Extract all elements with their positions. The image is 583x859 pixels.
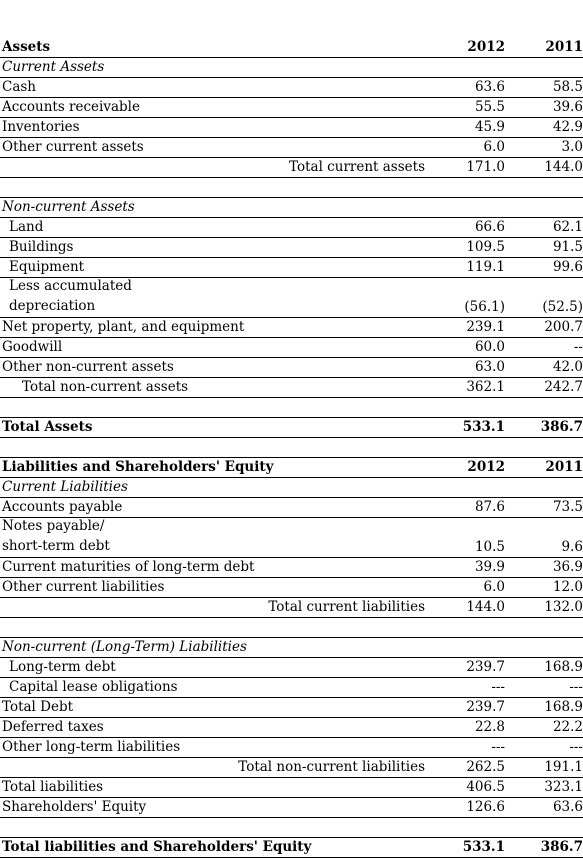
value-2012: 45.9 (474, 119, 505, 135)
blank-row (0, 178, 583, 198)
value-2011: 63.6 (552, 799, 583, 815)
row-label: Other current assets (2, 139, 144, 155)
row-label-line: Notes payable/ (2, 518, 105, 534)
row-label: Assets (2, 39, 51, 55)
row-label: Other long-term liabilities (2, 739, 181, 755)
statement-row (0, 238, 583, 258)
statement-row (0, 38, 583, 58)
row-label (2, 516, 110, 556)
row-label: Accounts receivable (2, 99, 140, 115)
statement-row (0, 478, 583, 498)
row-label: Shareholders' Equity (2, 799, 147, 815)
value-2011: (52.5) (542, 299, 583, 315)
value-2012: 10.5 (474, 539, 505, 555)
value-2012: 119.1 (466, 259, 505, 275)
value-2012: 2012 (467, 459, 505, 475)
statement-row (0, 498, 583, 518)
row-label: Total Assets (2, 419, 93, 435)
statement-row (0, 198, 583, 218)
value-2011: 42.9 (552, 119, 583, 135)
row-label: Cash (2, 79, 37, 95)
value-2012: 533.1 (462, 419, 505, 435)
row-label: Total non-current liabilities (238, 759, 425, 775)
row-label: Total liabilities and Shareholders' Equity (2, 839, 312, 855)
statement-row (0, 698, 583, 718)
value-2011: 168.9 (544, 659, 583, 675)
statement-row (0, 138, 583, 158)
row-label: Net property, plant, and equipment (2, 319, 245, 335)
row-label: Deferred taxes (2, 719, 104, 735)
value-2012: 87.6 (474, 499, 505, 515)
statement-row (0, 218, 583, 238)
value-2012: 2012 (467, 39, 505, 55)
value-2011: 91.5 (552, 239, 583, 255)
statement-row (0, 678, 583, 698)
row-label: Total non-current assets (22, 379, 189, 395)
statement-row (0, 158, 583, 178)
value-2012: (56.1) (464, 299, 505, 315)
value-2011: 3.0 (561, 139, 583, 155)
row-label: Other current liabilities (2, 579, 165, 595)
value-2012: 239.7 (466, 659, 505, 675)
value-2011: 42.0 (552, 359, 583, 375)
statement-row (0, 638, 583, 658)
value-2011: 323.1 (544, 779, 583, 795)
row-label-line: Less accumulated (9, 278, 132, 294)
row-label: Accounts payable (2, 499, 123, 515)
value-2011: 242.7 (544, 379, 583, 395)
value-2011: 386.7 (540, 419, 583, 435)
value-2012: 239.1 (466, 319, 505, 335)
row-label: Equipment (9, 259, 85, 275)
row-label-line: short-term debt (2, 538, 110, 554)
row-label: Other non-current assets (2, 359, 174, 375)
section-heading: Current Assets (2, 59, 105, 75)
row-label: Land (9, 219, 44, 235)
section-heading: Current Liabilities (2, 479, 128, 495)
value-2012: --- (491, 739, 505, 755)
value-2011: 144.0 (544, 159, 583, 175)
row-label: Total current assets (289, 159, 425, 175)
value-2012: 6.0 (483, 579, 505, 595)
statement-row (0, 798, 583, 818)
row-label-line: depreciation (9, 298, 96, 314)
row-label: Inventories (2, 119, 80, 135)
row-label: Buildings (9, 239, 74, 255)
section-heading: Non-current (Long-Term) Liabilities (2, 639, 247, 655)
value-2011: 73.5 (552, 499, 583, 515)
statement-row (0, 558, 583, 578)
statement-row (0, 458, 583, 478)
blank-row (0, 398, 583, 418)
value-2011: 200.7 (544, 319, 583, 335)
value-2011: 99.6 (552, 259, 583, 275)
value-2012: 55.5 (474, 99, 505, 115)
value-2012: 126.6 (466, 799, 505, 815)
row-label: Current maturities of long-term debt (2, 559, 255, 575)
value-2012: 533.1 (462, 839, 505, 855)
value-2012: 171.0 (466, 159, 505, 175)
value-2011: 2011 (545, 459, 583, 475)
value-2011: 39.6 (552, 99, 583, 115)
value-2012: 22.8 (474, 719, 505, 735)
statement-row (0, 258, 583, 278)
value-2011: 2011 (545, 39, 583, 55)
statement-row (0, 718, 583, 738)
row-label: Total Debt (2, 699, 74, 715)
value-2011: 132.0 (544, 599, 583, 615)
value-2012: 109.5 (466, 239, 505, 255)
row-label: Capital lease obligations (9, 679, 178, 695)
value-2011: -- (573, 339, 583, 355)
statement-row (0, 318, 583, 338)
value-2011: 12.0 (552, 579, 583, 595)
statement-row (0, 58, 583, 78)
statement-row (0, 358, 583, 378)
value-2012: 66.6 (474, 219, 505, 235)
statement-row (0, 78, 583, 98)
statement-row (0, 758, 583, 778)
value-2012: 406.5 (466, 779, 505, 795)
value-2012: --- (491, 679, 505, 695)
value-2012: 6.0 (483, 139, 505, 155)
blank-row (0, 818, 583, 838)
statement-row (0, 658, 583, 678)
section-heading: Non-current Assets (2, 199, 135, 215)
value-2011: 9.6 (561, 539, 583, 555)
blank-row (0, 438, 583, 458)
statement-row (0, 378, 583, 398)
value-2011: 58.5 (552, 79, 583, 95)
value-2011: 168.9 (544, 699, 583, 715)
statement-row (0, 598, 583, 618)
value-2011: 62.1 (552, 219, 583, 235)
statement-row (0, 418, 583, 438)
value-2012: 63.6 (474, 79, 505, 95)
statement-row (0, 278, 583, 318)
statement-row (0, 118, 583, 138)
statement-row (0, 98, 583, 118)
statement-row (0, 578, 583, 598)
blank-row (0, 618, 583, 638)
row-label: Long-term debt (9, 659, 116, 675)
value-2011: 36.9 (552, 559, 583, 575)
value-2011: 22.2 (552, 719, 583, 735)
value-2011: 386.7 (540, 839, 583, 855)
row-label: Total liabilities (2, 779, 104, 795)
statement-row (0, 338, 583, 358)
row-label: Goodwill (2, 339, 63, 355)
value-2012: 144.0 (466, 599, 505, 615)
value-2012: 262.5 (466, 759, 505, 775)
row-label: Total current liabilities (268, 599, 425, 615)
statement-row (0, 738, 583, 758)
row-label (9, 276, 132, 316)
statement-row (0, 838, 583, 858)
balance-sheet (0, 38, 583, 858)
value-2012: 63.0 (474, 359, 505, 375)
value-2011: --- (569, 679, 583, 695)
row-label: Liabilities and Shareholders' Equity (2, 459, 274, 475)
value-2012: 60.0 (474, 339, 505, 355)
statement-row (0, 518, 583, 558)
statement-row (0, 778, 583, 798)
value-2011: 191.1 (544, 759, 583, 775)
value-2011: --- (569, 739, 583, 755)
value-2012: 362.1 (466, 379, 505, 395)
value-2012: 239.7 (466, 699, 505, 715)
value-2012: 39.9 (474, 559, 505, 575)
